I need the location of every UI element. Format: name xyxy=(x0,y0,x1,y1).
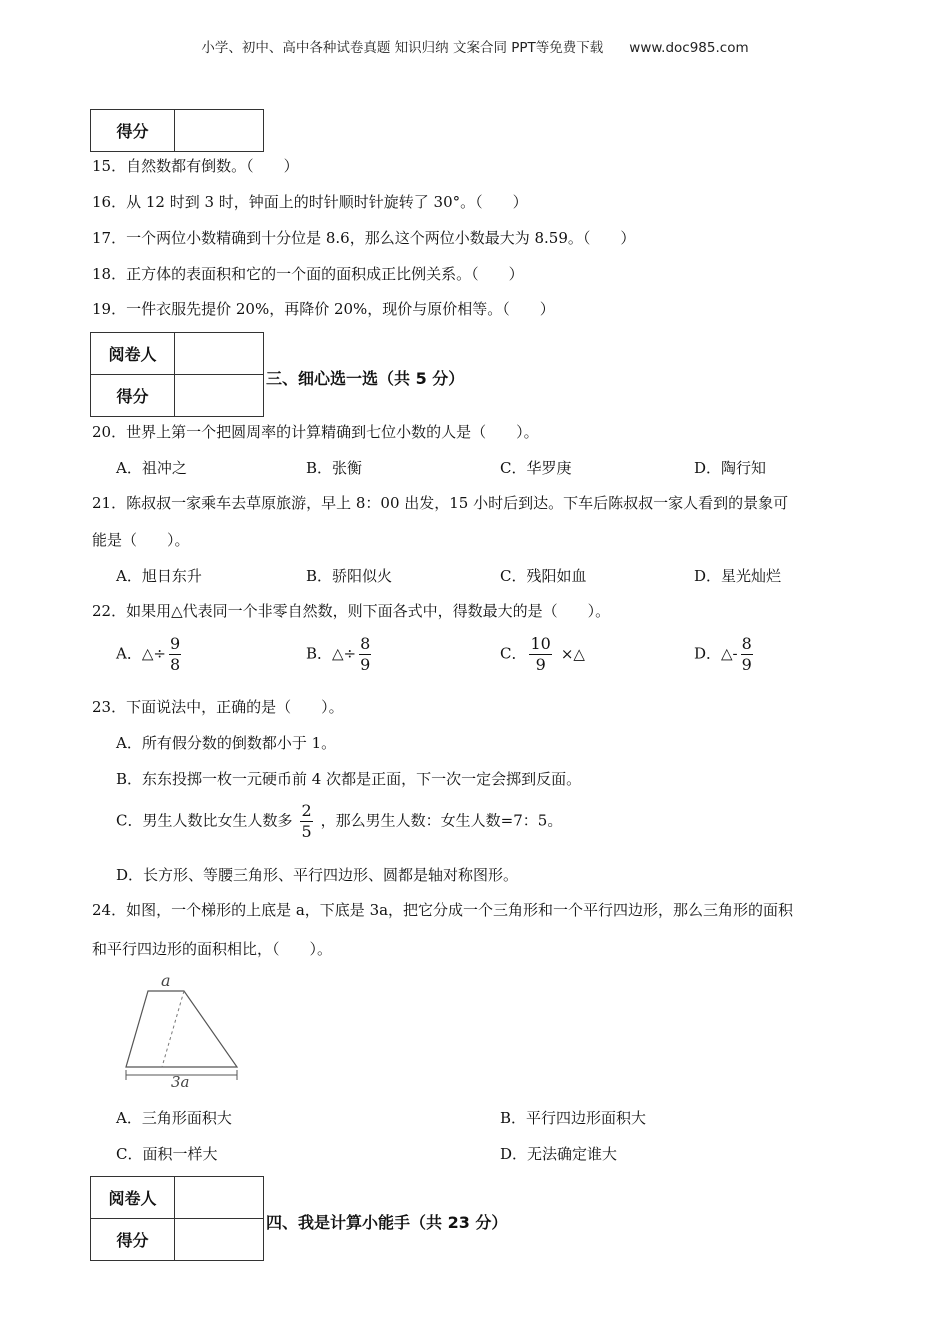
question-24-line1: 24．如图，一个梯形的上底是 a，下底是 3a，把它分成一个三角形和一个平行四边形，那么三角形的面积 xyxy=(92,901,794,919)
score-cell xyxy=(175,1219,264,1261)
question-15: 15．自然数都有倒数。（ ） xyxy=(92,157,299,175)
q22-c-prefix: C． xyxy=(500,644,527,663)
question-22: 22．如果用△代表同一个非零自然数，则下面各式中，得数最大的是（ ）。 xyxy=(92,602,611,620)
section-4-title: 四、我是计算小能手（共 23 分） xyxy=(266,1213,508,1232)
dashed-divider xyxy=(162,991,184,1067)
reviewer-label: 阅卷人 xyxy=(91,1177,175,1219)
score-box xyxy=(90,109,264,152)
reviewer-cell xyxy=(175,333,264,375)
numerator: 8 xyxy=(360,634,371,653)
q21-option-d: D．星光灿烂 xyxy=(694,567,782,585)
section-3-title: 三、细心选一选（共 5 分） xyxy=(266,369,465,388)
q21-option-a: A．旭日东升 xyxy=(116,567,202,585)
page-header xyxy=(0,36,950,56)
question-23: 23．下面说法中，正确的是（ ）。 xyxy=(92,698,344,716)
header-url: www.doc985.com xyxy=(629,40,749,56)
denominator: 8 xyxy=(169,655,181,674)
q24-option-d: D．无法确定谁大 xyxy=(500,1145,618,1163)
q22-option-a xyxy=(116,636,184,673)
q20-option-c: C．华罗庚 xyxy=(500,459,572,477)
q20-option-d: D．陶行知 xyxy=(694,459,767,477)
q24-option-b: B．平行四边形面积大 xyxy=(500,1109,647,1127)
question-24-line2: 和平行四边形的面积相比，（ ）。 xyxy=(92,940,333,958)
q22-a-fraction xyxy=(169,636,181,673)
trapezoid-figure xyxy=(115,970,250,1090)
denominator: 9 xyxy=(360,655,371,674)
score-cell xyxy=(175,375,264,417)
q23-c-prefix: C．男生人数比女生人数多 xyxy=(116,811,293,830)
q23-option-d: D．长方形、等腰三角形、平行四边形、圆都是轴对称图形。 xyxy=(116,866,519,884)
question-19: 19．一件衣服先提价 20%，再降价 20%，现价与原价相等。（ ） xyxy=(92,300,555,318)
q22-option-b xyxy=(306,636,374,673)
q21-option-c: C．残阳如血 xyxy=(500,567,587,585)
reviewer-score-box xyxy=(90,332,264,417)
question-18: 18．正方体的表面积和它的一个面的面积成正比例关系。（ ） xyxy=(92,265,524,283)
q22-c-fraction xyxy=(529,636,551,673)
reviewer-cell xyxy=(175,1177,264,1219)
q23-c-suffix: ，那么男生人数：女生人数=7：5。 xyxy=(320,811,563,830)
score-label: 得分 xyxy=(91,110,175,152)
score-label: 得分 xyxy=(91,1219,175,1261)
q21-option-b: B．骄阳似火 xyxy=(306,567,393,585)
q23-c-fraction xyxy=(300,803,312,840)
reviewer-score-box xyxy=(90,1176,264,1261)
numerator: 8 xyxy=(741,634,752,653)
q20-option-a: A．祖冲之 xyxy=(116,459,187,477)
q22-option-c xyxy=(500,636,585,673)
q22-a-prefix: A．△÷ xyxy=(116,644,166,663)
reviewer-label: 阅卷人 xyxy=(91,333,175,375)
question-17: 17．一个两位小数精确到十分位是 8.6，那么这个两位小数最大为 8.59。（ ） xyxy=(92,229,636,247)
bottom-base-label: 3a xyxy=(171,1073,190,1090)
score-cell xyxy=(175,110,264,152)
header-text: 小学、初中、高中各种试卷真题 知识归纳 文案合同 PPT等免费下载 xyxy=(201,40,604,56)
numerator: 10 xyxy=(530,634,551,653)
question-21-line1: 21．陈叔叔一家乘车去草原旅游，早上 8：00 出发，15 小时后到达。下车后陈叔叔一家人看到的景象可 xyxy=(92,494,789,512)
question-20: 20．世界上第一个把圆周率的计算精确到七位小数的人是（ ）。 xyxy=(92,423,539,441)
denominator: 5 xyxy=(301,822,312,841)
q22-d-fraction xyxy=(741,636,753,673)
denominator: 9 xyxy=(535,655,546,674)
numerator: 9 xyxy=(169,634,181,653)
q22-b-fraction xyxy=(359,636,371,673)
q23-option-c xyxy=(116,803,562,840)
question-21-line2: 能是（ ）。 xyxy=(92,531,190,549)
q23-option-a: A．所有假分数的倒数都小于 1。 xyxy=(116,734,337,752)
top-base-label: a xyxy=(161,971,171,990)
score-label: 得分 xyxy=(91,375,175,417)
q22-d-prefix: D．△- xyxy=(694,644,738,663)
trapezoid-outline xyxy=(126,991,237,1067)
denominator: 9 xyxy=(741,655,752,674)
q20-option-b: B．张衡 xyxy=(306,459,363,477)
q22-option-d xyxy=(694,636,756,673)
numerator: 2 xyxy=(301,801,312,820)
q22-c-suffix: ×△ xyxy=(560,644,585,663)
q23-option-b: B．东东投掷一枚一元硬币前 4 次都是正面，下一次一定会掷到反面。 xyxy=(116,770,582,788)
q24-option-a: A．三角形面积大 xyxy=(116,1109,232,1127)
question-16: 16．从 12 时到 3 时，钟面上的时针顺时针旋转了 30°。（ ） xyxy=(92,193,528,211)
q22-b-prefix: B．△÷ xyxy=(306,644,357,663)
q24-option-c: C．面积一样大 xyxy=(116,1145,218,1163)
